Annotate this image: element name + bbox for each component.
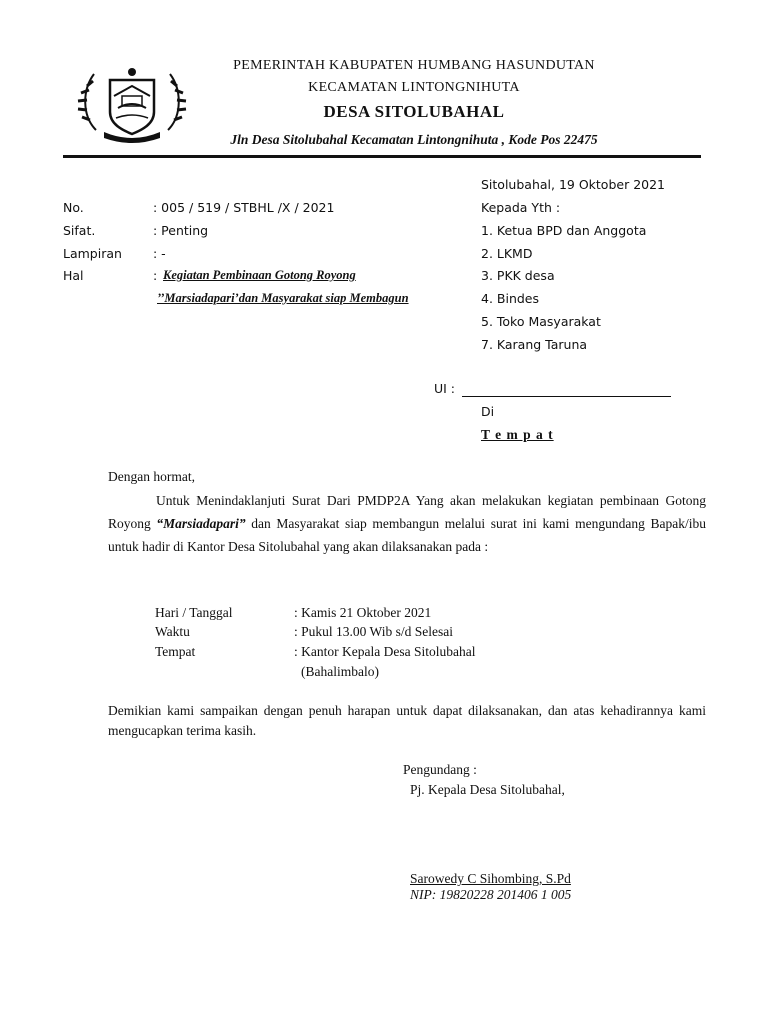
body-paragraph-end: dan Masyarakat siap membangun melalui surat ini kami mengundang Bapak/ibu untuk hadir di Kantor Desa Sitolubahal yang akan dilaksanakan pada : [108,516,706,554]
di-label: Di [481,404,495,419]
no-label: No. [63,200,84,215]
no-value: : 005 / 519 / STBHL /X / 2021 [153,200,335,215]
signer-nip: NIP: 19820228 201406 1 005 [410,887,572,902]
recipient-item: 5. Toko Masyarakat [481,314,601,329]
hal-label: Hal [63,268,84,283]
letterhead-village: DESA SITOLUBAHAL [323,102,505,121]
tempat-detail-value: : Kantor Kepala Desa Sitolubahal [294,644,476,659]
hari-label: Hari / Tanggal [155,605,233,620]
recipient-item: 1. Ketua BPD dan Anggota [481,223,647,238]
greeting: Dengan hormat, [108,469,195,484]
hari-value: : Kamis 21 Oktober 2021 [294,605,432,620]
letterhead-address: Jln Desa Sitolubahal Kecamatan Lintongnihuta , Kode Pos 22475 [230,132,598,147]
hal-colon: : [153,268,158,283]
hal-subject-line1: Kegiatan Pembinaan Gotong Royong [163,268,356,282]
letterhead-district: KECAMATAN LINTONGNIHUTA [308,80,520,95]
tempat-label: T e m p a t [481,427,554,442]
letterhead-divider [63,155,701,158]
tempat-detail-value2: (Bahalimbalo) [301,664,379,679]
sifat-label: Sifat. [63,223,96,238]
lampiran-value: : - [153,246,166,261]
lampiran-label: Lampiran [63,246,122,261]
signer-name: Sarowedy C Sihombing, S.Pd [410,871,571,886]
body-paragraph [108,489,706,558]
signer-title: Pj. Kepala Desa Sitolubahal, [410,782,565,797]
body-paragraph-quote: “Marsiadapari” [156,516,246,531]
sifat-value: : Penting [153,223,209,238]
body-paragraph-start: Untuk Menindaklanjuti Surat Dari PMDP2A Yang akan melakukan kegiatan pembinaan Gotong Royong [108,493,706,531]
waktu-label: Waktu [155,624,190,639]
ui-blank-line [462,396,671,397]
kepada-yth: Kepada Yth : [481,200,561,215]
waktu-value: : Pukul 13.00 Wib s/d Selesai [294,624,453,639]
hal-subject-line2: ’’Marsiadapari’dan Masyarakat siap Membagun [157,291,409,305]
tempat-detail-label: Tempat [155,644,196,659]
letterhead-government: PEMERINTAH KABUPATEN HUMBANG HASUNDUTAN [233,58,595,73]
recipient-item: 4. Bindes [481,291,540,306]
recipient-item: 3. PKK desa [481,268,555,283]
recipient-item: 2. LKMD [481,246,533,261]
recipient-item: 7. Karang Taruna [481,337,588,352]
closing-paragraph: Demikian kami sampaikan dengan penuh harapan untuk dapat dilaksanakan, dan atas kehadirannya kami mengucapkan terima kasih. [108,703,706,738]
date-place: Sitolubahal, 19 Oktober 2021 [481,177,666,192]
ui-label: UI : [434,381,456,396]
pengundang-label: Pengundang : [403,762,477,777]
